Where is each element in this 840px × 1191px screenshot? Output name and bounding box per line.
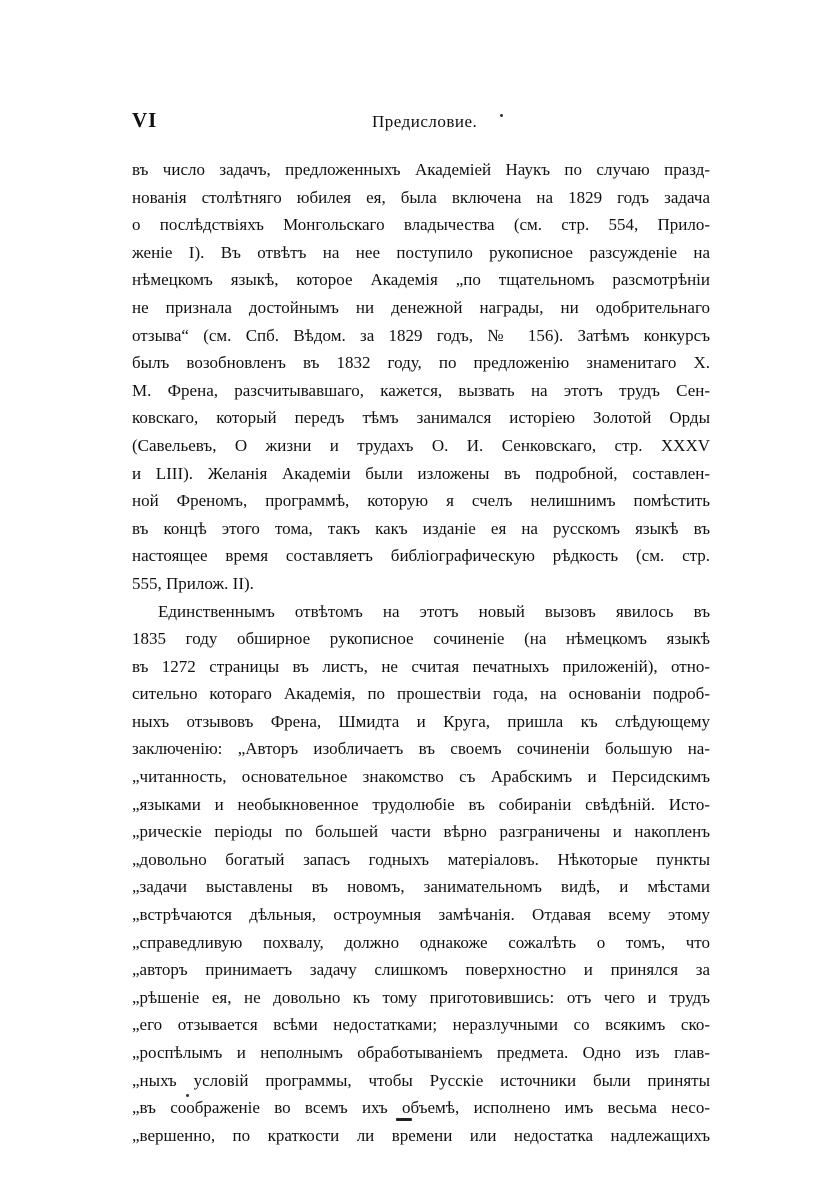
- text-line: ныхъ отзывовъ Френа, Шмидта и Круга, пришла къ слѣдующему: [132, 711, 710, 731]
- text-line: отзыва“ (см. Спб. Вѣдом. за 1829 годъ, № 156). Затѣмъ конкурсъ: [132, 325, 710, 345]
- body-text: [132, 156, 710, 1149]
- text-line: „роспѣлымъ и неполнымъ обработываніемъ предмета. Одно изъ глав-: [132, 1043, 710, 1062]
- text-line: и LIII). Желанія Академіи были изложены въ подробной, составлен-: [132, 463, 710, 483]
- text-line: нѣмецкомъ языкѣ, которое Академія „по тщательномъ разсмотрѣніи: [132, 270, 710, 290]
- page-header: [132, 108, 710, 138]
- text-line: о послѣдствіяхъ Монгольскаго владычества (см. стр. 554, Прило-: [132, 215, 710, 235]
- text-line: ковскаго, который передъ тѣмъ занимался исторіею Золотой Орды: [132, 408, 710, 428]
- scan-speck: [500, 114, 503, 117]
- text-line: 1835 году обширное рукописное сочиненіе (на нѣмецкомъ языкѣ: [132, 629, 710, 649]
- text-line: „вершенно, по краткости ли времени или недостатка надлежащихъ: [132, 1125, 710, 1145]
- text-line: „читанность, основательное знакомство съ Арабскимъ и Персидскимъ: [132, 767, 710, 787]
- text-line: Единственнымъ отвѣтомъ на этотъ новый вызовъ явилось въ: [158, 601, 710, 621]
- text-line: „ныхъ условій программы, чтобы Русскіе источники были приняты: [132, 1070, 710, 1090]
- text-line: „задачи выставлены въ новомъ, занимательномъ видѣ, и мѣстами: [132, 877, 710, 897]
- text-line: „языками и необыкновенное трудолюбіе въ собираніи свѣдѣній. Исто-: [132, 794, 710, 814]
- text-line: „его отзывается всѣми недостатками; неразлучными со всякимъ ско-: [132, 1015, 710, 1035]
- text-line: „авторъ принимаетъ задачу слишкомъ поверхностно и принялся за: [132, 960, 710, 980]
- paragraph-1: [132, 156, 710, 598]
- text-line: ной Френомъ, программѣ, которую я счелъ нелишнимъ помѣстить: [132, 491, 710, 511]
- text-line: не признала достойнымъ ни денежной награды, ни одобрительнаго: [132, 297, 710, 317]
- page-number: VI: [132, 108, 158, 132]
- text-line: въ число задачъ, предложенныхъ Академіей Наукъ по случаю празд-: [132, 160, 710, 179]
- scan-speck: [186, 1094, 189, 1097]
- text-line: заключенію: „Авторъ изобличаетъ въ своемъ сочиненіи большую на-: [132, 739, 710, 759]
- text-line: „рѣшеніе ея, не довольно къ тому приготовившись: отъ чего и трудъ: [132, 987, 710, 1007]
- text-line: женіе I). Въ отвѣтъ на нее поступило рукописное разсужденіе на: [132, 242, 710, 262]
- text-line: былъ возобновленъ въ 1832 году, по предложенію знаменитаго Х.: [132, 353, 710, 373]
- text-line: 555, Прилож. II).: [132, 573, 254, 593]
- page-bottom-mark: [396, 1118, 412, 1121]
- text-line: „встрѣчаются дѣльныя, остроумныя замѣчанія. Отдавая всему этому: [132, 905, 710, 925]
- text-line: „въ соображеніе во всемъ ихъ объемѣ, исполнено имъ весьма несо-: [132, 1098, 710, 1118]
- paragraph-2: [132, 598, 710, 1150]
- text-line: „рическіе періоды по большей части вѣрно разграничены и накопленъ: [132, 822, 710, 842]
- text-line: въ концѣ этого тома, такъ какъ изданіе ея на русскомъ языкѣ въ: [132, 518, 710, 538]
- text-line: нованія столѣтняго юбилея ея, была включена на 1829 годъ задача: [132, 187, 710, 207]
- text-line: настоящее время составляетъ библіографическую рѣдкость (см. стр.: [132, 546, 710, 566]
- text-line: сительно котораго Академія, по прошествіи года, на основаніи подроб-: [132, 684, 710, 704]
- text-line: М. Френа, разсчитывавшаго, кажется, вызвать на этотъ трудъ Сен-: [132, 380, 710, 400]
- text-line: „справедливую похвалу, должно однакоже сожалѣть о томъ, что: [132, 932, 710, 952]
- text-line: (Савельевъ, О жизни и трудахъ О. И. Сенковскаго, стр. XXXV: [132, 435, 710, 455]
- text-line: въ 1272 страницы въ листъ, не считая печатныхъ приложеній), отно-: [132, 656, 710, 676]
- running-title: Предисловие.: [372, 112, 478, 131]
- text-line: „довольно богатый запасъ годныхъ матеріаловъ. Нѣкоторые пункты: [132, 849, 710, 869]
